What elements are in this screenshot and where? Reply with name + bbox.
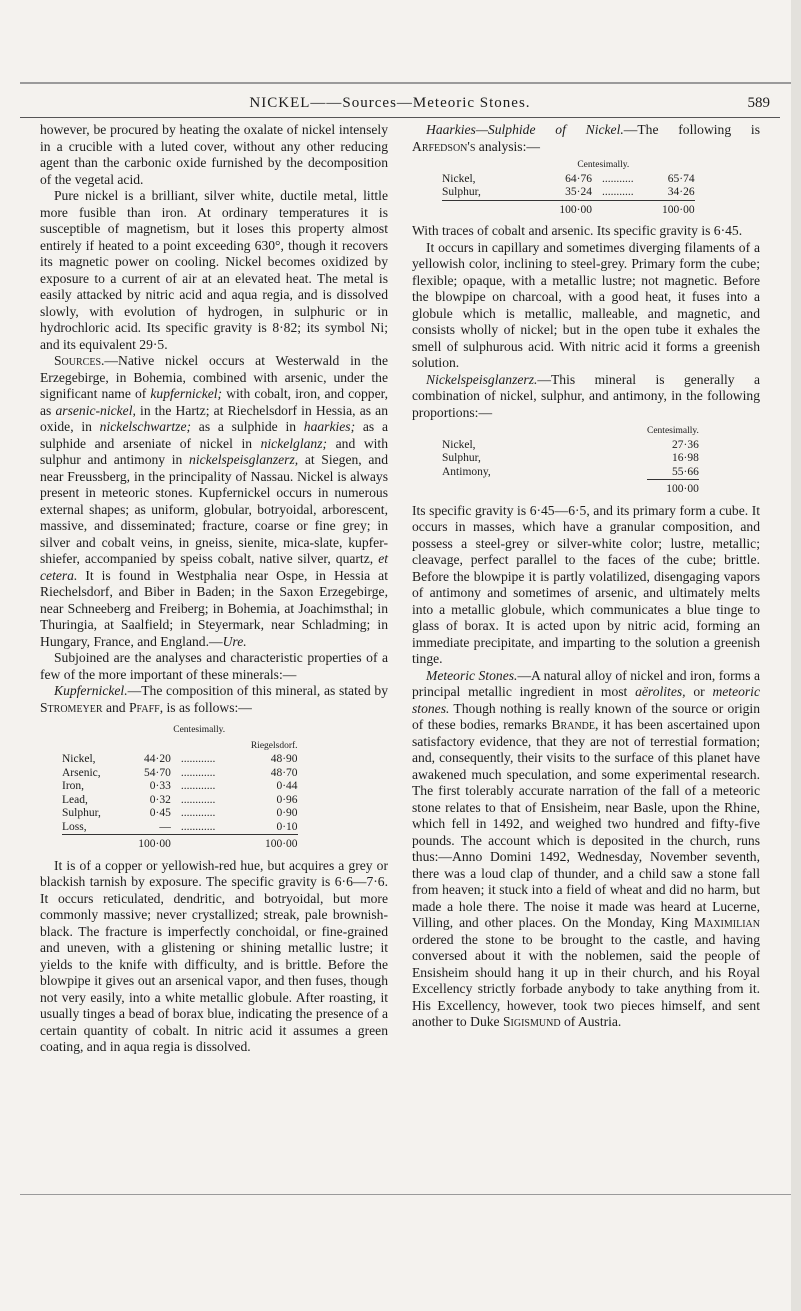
table-nickelspeisglanzerz [442,425,699,497]
value-first: 64·76 [565,172,592,185]
paragraph-haarkies-gravity: With traces of cobalt and arsenic. Its specific gravity is 6·45. [412,223,743,238]
left-column [40,122,388,1056]
element-name: Sulphur, [442,186,481,198]
term-et-cetera: et cetera. [40,551,388,583]
text-run: in the Hartz; at Riechelsdorf in Hessia, as an oxide, in [40,402,388,434]
table-row [442,452,699,466]
paragraph-reduction: however, be procured by heating the oxalate of nickel intensely in a crucible with a luted cover, without any other reducing agent than the carbonic oxide furnished by the decomposition of the vegetal acid. [40,122,388,187]
leader-dots: ............ [180,807,216,819]
paragraph-nickelspeisglanzerz [412,372,760,422]
table-blank-cell [602,200,662,217]
paragraph-meteoric-stones [412,668,760,1031]
author-arfedson: Arfedson's [412,138,476,154]
table-row [62,767,298,781]
value-riegelsdorf: 0·44 [276,780,298,792]
paragraph-kupfernickel-description: It is of a copper or yellowish-red hue, but acquires a grey or blackish tarnish by exposure. The specific gravity is 6·6—7·6. It occurs reticulated, dendritic, and botryoidal, but more commonly massive; never crystallized; streak, pale brownish-black. The fracture is imperfectly conchoidal, or fine-grained and uneven, with a glistening or shining metallic lustre; it yields to the knife with difficulty, and is brittle. Before the blowpipe it gives out an arsenical vapor, and then fuses, though not very easily, into a white metallic globule. After roasting, it usually tinges a bead of borax blue, indicating the presence of a certain quantity of cobalt. In nitric acid it assumes a green coating, and in aqua regia is dissolved. [40,857,388,1054]
value: 27·36 [672,438,699,451]
right-column [412,122,760,1031]
table-blank-cell [181,835,251,852]
term-nickelspeisglanzerz: nickelspeisglanzerz, [189,452,299,467]
paragraph-haarkies-occurrence: It occurs in capillary and sometimes diverging filaments of a yellowish color, inclining to steel-grey. Primary form the cube; flexible; opaque, with a metallic lustre; not magnetic. Before the blowpipe on charcoal, with a good heat, it fuses into a globule which is metallic, malleable, and magnetic, and consists wholly of nickel; but in the open tube it exhales the smell of sulphurous acid. With nitric acid it forms a greenish solution. [412,239,760,370]
leader-dots: ............ [180,766,216,779]
text-run: and with sulphur and antimony in [40,435,389,467]
element-name: Arsenic, [62,766,101,779]
paragraph-subjoined: Subjoined are the analyses and characteristic properties of a few of the more important of these minerals:— [40,650,388,682]
table-blank-cell [181,740,251,754]
text-run: —A natural alloy of nickel and iron, forms a principal metallic ingredient in most [412,667,760,699]
page-edge-shadow [791,0,801,1311]
table-total-row [442,480,699,497]
table-caption-row [62,724,298,740]
text-run: with cobalt, iron, and copper, as [40,386,388,418]
leader-dots: ............ [180,820,216,833]
value-first: 35·24 [565,186,592,198]
table-row [442,173,695,187]
text-run: of Austria. [560,1014,622,1029]
kupfernickel-heading: Kupfernickel. [54,683,128,698]
table-header-row [62,740,298,754]
text-run: analysis:— [475,138,540,154]
leader-dots: ............ [180,753,216,765]
term-nickelglanz: nickelglanz; [260,435,328,451]
table-total-row [62,835,298,852]
table-blank-cell [442,159,512,173]
table-row [442,186,695,200]
page-header [20,95,780,117]
table-blank-cell [62,835,101,852]
text-run: and [102,699,129,715]
paragraph-sources [40,353,388,650]
table-blank-cell [62,740,101,754]
term-kupfernickel: kupfernickel; [150,386,223,401]
leader-dots: ........... [602,172,634,185]
paragraph-kupfernickel [40,683,388,716]
table-blank-cell [62,724,101,740]
text-run: , is as follows:— [159,699,252,715]
element-name: Sulphur, [62,807,101,819]
element-name: Antimony, [442,465,491,478]
running-title: NICKEL——Sources—Meteoric Stones. [249,95,531,111]
text-run: or [685,684,713,699]
value: 16·98 [672,452,699,464]
text-run: at Siegen, and near Freussberg, in the principality of Nassau. Nickel is always present in meteoric stones. Kupfernickel occurs in numerous external shapes; as uniform, globular, botryoidal, arborescent, massive, and disseminated; fracture, coarse or fine grey; in silver and cobalt veins, in gneiss, sienite, mica-slate, kupfer-shiefer, accompanied by speiss cobalt, native silver, quartz, [40,452,388,566]
table-row [62,794,298,808]
total-stromeyer: 100·00 [101,835,181,852]
header-rule [20,117,780,118]
element-name: Nickel, [442,438,476,451]
text-run: —This mineral is generally a combination of nickel, sulphur, and antimony, in the following proportions:— [412,371,760,420]
sources-heading: Sources. [54,353,105,368]
value-second: 34·26 [667,186,695,198]
table-caption-row [442,159,695,173]
table-blank-cell [442,200,512,217]
table-kupfernickel [62,724,298,852]
leader-dots: ............ [180,793,216,806]
text-run: Though nothing is really known of the source or origin of these bodies, remarks [412,700,760,732]
page-frame-bottom-rule [20,1194,801,1195]
value-riegelsdorf: 0·96 [276,793,298,806]
meteoric-stones-heading: Meteoric Stones. [426,667,518,683]
table-row [442,466,699,480]
text-run: as a sulphide in [191,419,304,434]
page-number: 589 [747,95,770,111]
table-caption: Centesimally. [647,426,699,436]
leader-dots: ........... [602,186,634,198]
column-head-riegelsdorf: Riegelsdorf. [250,740,298,751]
text-run: as a sulphide and arseniate of nickel in [40,419,388,451]
haarkies-heading: Haarkies—Sulphide of Nickel. [426,122,624,137]
element-name: Lead, [62,793,88,806]
paragraph-properties: Pure nickel is a brilliant, silver white, ductile metal, little more fusible than iron. At ordinary temperatures it is susceptible of magnetism, but it loses this property almost entirely if heated to a point exceeding 630°, though it recovers its magnetic power on cooling. Nickel becomes oxidized by exposure to a current of air at an elevated heat. The metal is easily attacked by nitric acid and aqua regia, and is dissolved slowly, with evolution of hydrogen, in sulphuric or in hydrochloric acid. Its specific gravity is 8·82; its symbol Ni; and its equivalent 29·5. [40,188,388,352]
paragraph-haarkies [412,122,760,155]
total-riegelsdorf: 100·00 [251,835,298,852]
name-maximilian: Maximilian [694,915,760,930]
name-sigismund: Sigismund [502,1014,561,1029]
element-name: Iron, [62,780,85,792]
value-stromeyer: 0·33 [149,780,171,792]
value-stromeyer: 54·70 [144,766,171,779]
total: 100·00 [647,480,699,497]
paragraph-nickelspeisglanzerz-description: Its specific gravity is 6·45—6·5, and its primary form a cube. It occurs in masses, which have a granular composition, and possess a steel-grey or silver-white color; lustre, metallic; cleavage, perfect parallel to the faces of the cube; brittle. Before the blowpipe it is partly volatilized, disengaging vapors of antimony and sometimes of arsenic, and ultimately melts into a metallic globule, which communicates a blue tinge to glass of borax. It is acted upon by nitric acid, forming an immediate precipitate, and imparting to the solution a greenish tinge. [412,502,760,666]
table-blank-cell [442,425,647,439]
total-second: 100·00 [662,200,695,217]
author-stromeyer: Stromeyer [40,699,103,715]
table-row [62,753,298,767]
term-aerolites: aërolites, [635,684,686,699]
table-blank-cell [101,740,181,754]
table-blank-cell [442,480,647,497]
value-riegelsdorf: 48·90 [270,753,298,765]
term-nickelschwartze: nickelschwartze; [99,419,192,434]
term-meteoric-stones: meteoric stones. [412,684,760,716]
value-stromeyer: — [159,820,171,833]
text-run: it has been ascertained upon satisfactory evidence, that they are not of terrestial formation; and, consequently, their visits to the surface of this planet have awakened much speculation, and some experimental research. The first tolerably accurate narration of the fall of a meteoric stone relates to that of Ensisheim, near Basle, upon the Rhine, which fell in 1492, and weighed two hundred and fifty-five pounds. The account which is deposited in the church, runs thus:—Anno Domini 1492, Wednesday, November seventh, there was a loud clap of thunder, and a child saw a stone fall from heaven; it stuck into a field of wheat and did no harm, but made a hole there. The noise it made was heard at Lucerne, Villing, and other places. On the Monday, King [412,717,760,930]
value-stromeyer: 44·20 [144,753,171,765]
value-riegelsdorf: 48·70 [270,766,298,779]
nickelspeisglanzerz-heading: Nickelspeisglanzerz. [426,371,538,387]
table-row [62,807,298,821]
table-caption: Centesimally. [173,725,226,735]
value-riegelsdorf: 0·10 [276,820,298,833]
author-pfaff: Pfaff [129,699,160,715]
value-stromeyer: 0·45 [149,807,171,819]
table-caption-row [442,425,699,439]
text-run: ordered the stone to be brought to the castle, and having conversed about it with the noblemen, said the people of Ensisheim should hang it up in their church, and his Royal Excellency strictly forbade anybody to take anything from it. His Excellency, however, took two pieces himself, and sent another to Duke [412,931,760,1029]
element-name: Sulphur, [442,452,481,464]
table-total-row [442,200,695,217]
total-first: 100·00 [512,200,602,217]
element-name: Nickel, [62,753,96,765]
element-name: Nickel, [442,172,476,185]
value-stromeyer: 0·32 [149,793,171,806]
value-second: 65·74 [667,172,695,185]
text-run: It is found in Westphalia near Ospe, in Hessia at Riechelsdorf, and Biber in Baden; in the Saxon Erzegebirge, near Schneeberg and Freiberg; in Bohemia, at Joachimsthal; in Thuringia, at Saalfield; in Steyermark, near Schladming; in Hungary, France, and England.— [40,567,388,649]
element-name: Loss, [62,820,87,833]
value-riegelsdorf: 0·90 [276,807,298,819]
term-haarkies: haarkies; [303,419,356,434]
citation-ure: Ure. [222,633,247,649]
author-brande: Brande, [551,717,599,732]
text-run: —The following is [623,122,760,137]
value: 55·66 [672,465,699,478]
leader-dots: ............ [180,780,216,792]
table-row [62,780,298,794]
table-row [62,821,298,835]
table-haarkies [442,159,695,217]
term-arsenic-nickel: arsenic-nickel, [55,402,136,418]
table-row [442,439,699,453]
page-frame-top-rule [20,82,801,84]
text-run: —Native nickel occurs at Westerwald in the Erzegebirge, in Bohemia, combined with arsenic, under the significant name of [40,353,388,401]
table-caption: Centesimally. [577,160,630,170]
text-run: —The composition of this mineral, as stated by [127,683,388,698]
